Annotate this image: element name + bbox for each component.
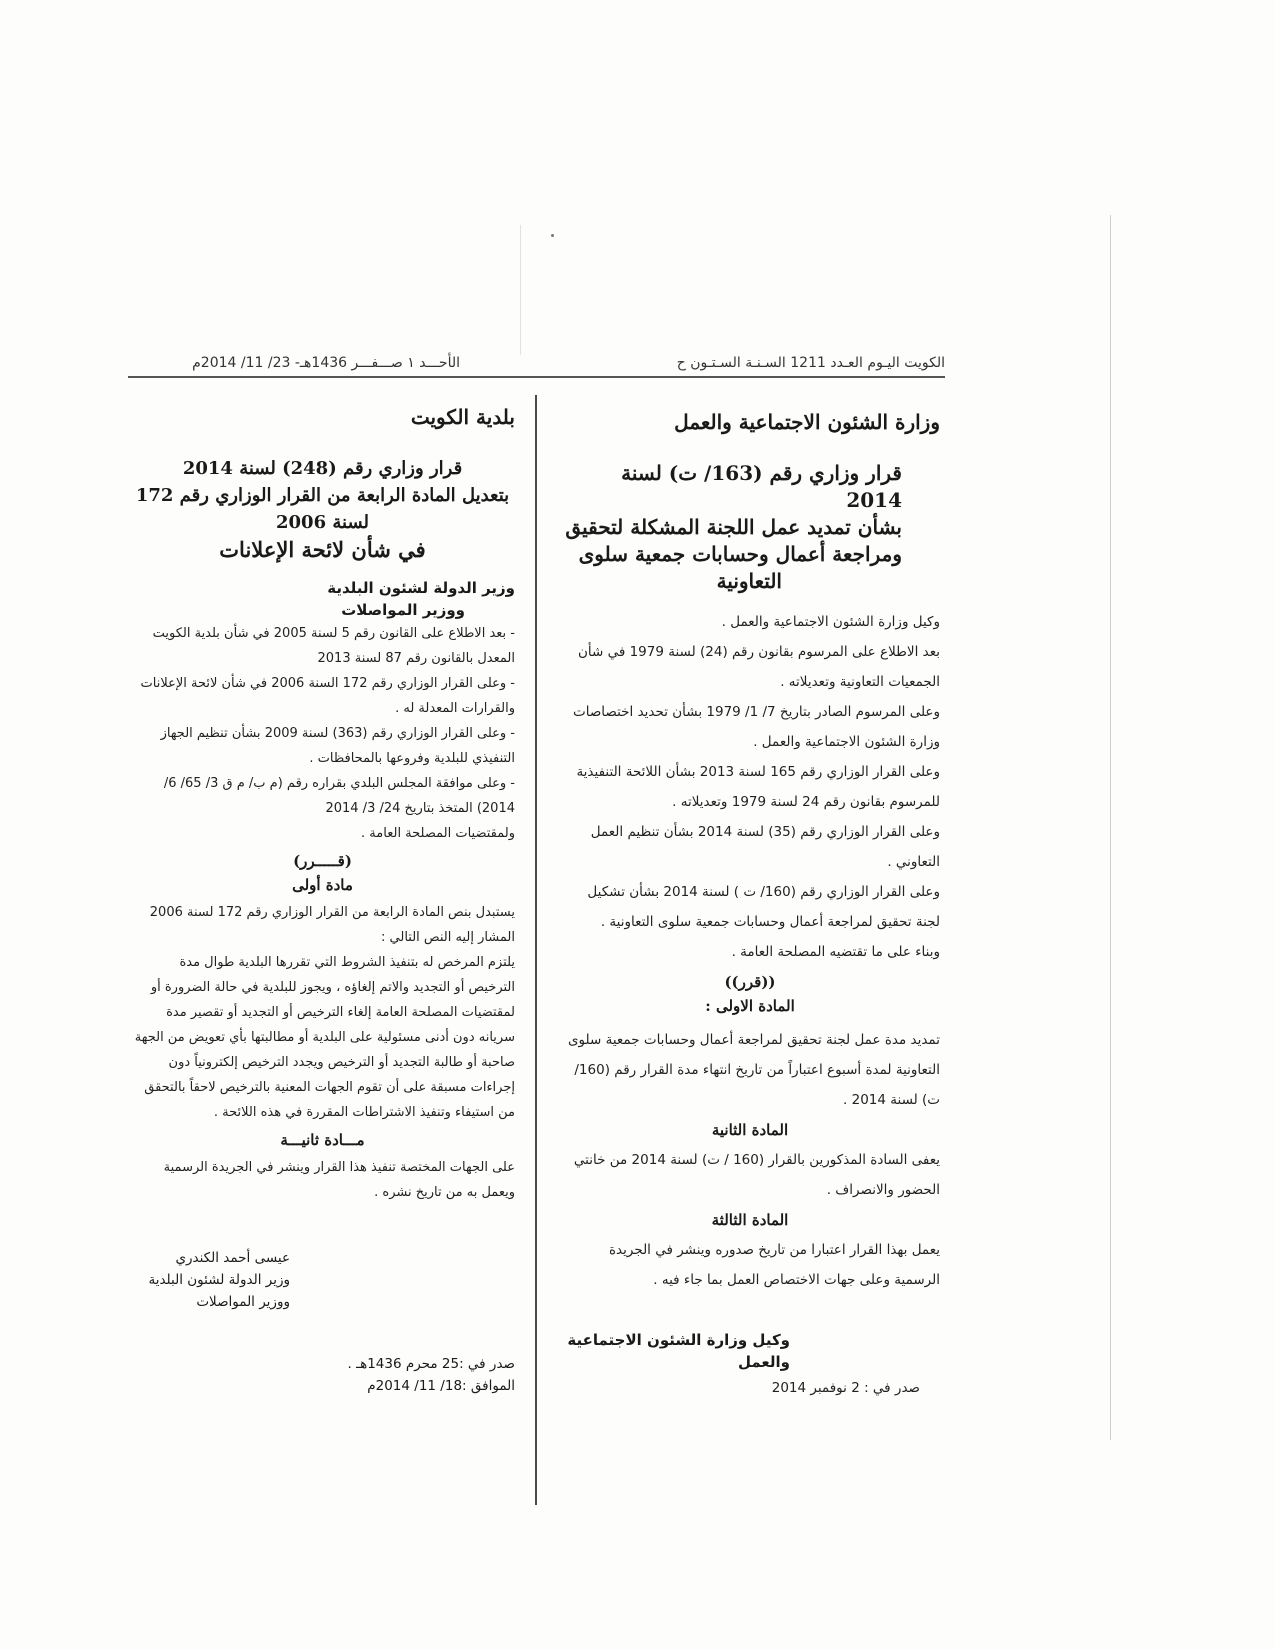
decree-heading: ((قرر)) [724,973,776,991]
scan-speck [551,234,554,237]
signature-block: عيسى أحمد الكندري وزير الدولة لشئون البلدية ووزير المواصلات [148,1250,290,1310]
article-1-intro: يستبدل بنص المادة الرابعة من القرار الوزاري رقم 172 لسنة 2006 المشار إليه النص التالي : [149,905,515,945]
municipality-decision-column [130,405,515,1397]
article-1-text: يلتزم المرخص له بتنفيذ الشروط التي تقررها البلدية طوال مدة الترخيص أو التجديد والاتم إلغاؤه ، ويجوز للبلدية في حالة الضرورة أو لمقتضيات المصلحة العامة إلغاء الترخيص أو التجديد أو تقصير مدة سريانه دون أدنى مسئولية على البلدية أو مطالبتها بأي تعويض من الجهة صاحبة أو طالبة التجديد أو الترخيص ويجدد الترخيص إلكترونياً دون إجراءات مسبقة على أن تقوم الجهات المعنية بالترخيص لاحقاً بالتحقق من استيفاء وتنفيذ الاشتراطات المقررة في هذه اللائحة . [134,955,515,1120]
issue-header: الكويت اليـوم العـدد 1211 السـنـة السـتـون ح [676,355,945,371]
preamble-line: وكيل وزارة الشئون الاجتماعية والعمل . [721,614,940,630]
preamble-line: - وعلى موافقة المجلس البلدي بقراره رقم (م ب/ م ق 3/ 65/ 6/ 2014) المتخذ بتاريخ 24/ 3/ 2014 [163,776,515,816]
preamble-line: - وعلى القرار الوزاري رقم 172 السنة 2006 في شأن لائحة الإعلانات والقرارات المعدلة له . [140,676,515,716]
scan-edge [1110,215,1111,1440]
article-1-title: المادة الاولى : [705,997,795,1015]
preamble-line: وعلى المرسوم الصادر بتاريخ 7/ 1/ 1979 بشأن تحديد اختصاصات وزارة الشئون الاجتماعية والعمل . [573,704,940,750]
preamble-line: بعد الاطلاع على المرسوم بقانون رقم (24) لسنة 1979 في شأن الجمعيات التعاونية وتعديلاته . [577,644,940,690]
minister-title: وزير الدولة لشئون البلدية ووزير المواصلات [327,579,515,619]
ministry-name: وزارة الشئون الاجتماعية والعمل [674,410,940,434]
article-2-title: مـــادة ثانيـــة [280,1131,365,1149]
preamble-line: وعلى القرار الوزاري رقم (35) لسنة 2014 بشأن تنظيم العمل التعاوني . [590,824,940,870]
ministry-decision-column [560,410,940,1403]
preamble-line: - وعلى القرار الوزاري رقم (363) لسنة 2009 بشأن تنظيم الجهاز التنفيذي للبلدية وفروعها بالمحافظات . [160,726,515,766]
decision-title: قرار وزاري رقم (248) لسنة 2014 بتعديل المادة الرابعة من القرار الوزاري رقم 172 لسنة 2006 في شأن لائحة الإعلانات [135,458,510,562]
scan-fold-line [520,225,521,355]
article-1-title: مادة أولى [292,876,353,894]
preamble-line: - بعد الاطلاع على القانون رقم 5 لسنة 2005 في شأن بلدية الكويت المعدل بالقانون رقم 87 لسنة 2013 [152,626,515,666]
date-header: الأحـــد ١ صـــفـــر 1436هـ- 23/ 11/ 2014م [192,355,460,371]
issue-date: صدر في : 2 نوفمبر 2014 [771,1380,920,1396]
article-3-title: المادة الثالثة [711,1211,789,1229]
article-3-text: يعمل بهذا القرار اعتبارا من تاريخ صدوره وينشر في الجريدة الرسمية وعلى جهات الاختصاص العمل بما جاء فيه . [608,1242,940,1288]
preamble-line: ولمقتضيات المصلحة العامة . [361,826,515,841]
decree-heading: (قـــــرر) [293,852,352,870]
signatory-title: وكيل وزارة الشئون الاجتماعية والعمل [567,1331,790,1371]
issue-date-block: صدر في :25 محرم 1436هـ . الموافق :18/ 11/ 2014م [347,1356,515,1394]
column-divider [535,395,537,1505]
article-1-text: تمديد مدة عمل لجنة تحقيق لمراجعة أعمال وحسابات جمعية سلوى التعاونية لمدة أسبوع اعتباراً من تاريخ انتهاء مدة القرار رقم (160/ ت) لسنة 2014 . [567,1032,940,1108]
article-2-text: على الجهات المختصة تنفيذ هذا القرار وينشر في الجريدة الرسمية ويعمل به من تاريخ نشره . [163,1160,515,1200]
preamble-line: وبناء على ما تقتضيه المصلحة العامة . [731,944,940,960]
header-rule [128,376,945,378]
article-2-text: يعفى السادة المذكورين بالقرار (160 / ت) لسنة 2014 من خانتي الحضور والانصراف . [573,1152,940,1198]
decision-title: قرار وزاري رقم (163/ ت) لسنة 2014 بشأن تمديد عمل اللجنة المشكلة لتحقيق ومراجعة أعمال وحسابات جمعية سلوى التعاونية [565,461,902,593]
preamble-line: وعلى القرار الوزاري رقم (160/ ت ) لسنة 2014 بشأن تشكيل لجنة تحقيق لمراجعة أعمال وحسابات جمعية سلوى التعاونية . [587,884,940,930]
article-2-title: المادة الثانية [711,1121,789,1139]
authority-name: بلدية الكويت [410,405,515,429]
preamble-line: وعلى القرار الوزاري رقم 165 لسنة 2013 بشأن اللائحة التنفيذية للمرسوم بقانون رقم 24 لسنة 1979 وتعديلاته . [576,764,940,810]
